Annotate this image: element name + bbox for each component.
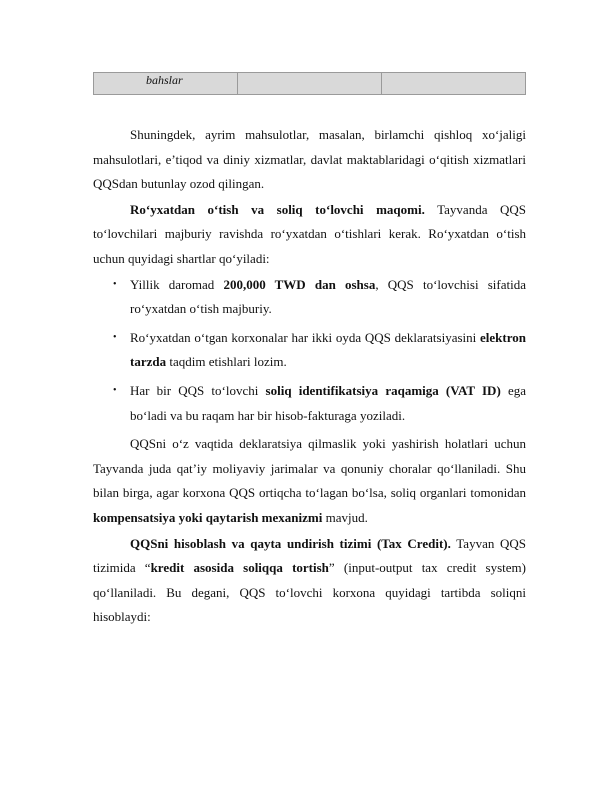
- table-fragment-row: [93, 72, 526, 95]
- paragraph-text: Tayvan QQS tizimida “: [93, 535, 526, 576]
- list-item-emphasis: soliq identifikatsiya raqamiga (VAT ID): [265, 382, 501, 398]
- list-item-text: taqdim etishlari lozim.: [166, 354, 287, 370]
- list-item-emphasis: 200,000 TWD dan oshsa: [223, 276, 376, 292]
- paragraph-registration: [93, 198, 526, 272]
- list-item-text: , QQS to‘lovchisi sifatida ro‘yxatdan o‘tish majburiy.: [130, 276, 526, 317]
- paragraph-penalties: [93, 432, 526, 530]
- bullet-icon: •: [113, 384, 117, 396]
- paragraph-text: QQSni o‘z vaqtida deklaratsiya qilmaslik yoki yashirish holatlari uchun Tayvanda juda qat’iy moliyaviy jarimalar va qonuniy choralar qo‘llaniladi. Shu bilan birga, agar korxona QQS ortiqcha to‘lagan bo‘lsa, soliq organlari tomonidan: [93, 436, 526, 501]
- table-cell: bahslar: [93, 73, 237, 94]
- list-item: [93, 326, 526, 375]
- section-heading: QQSni hisoblash va qayta undirish tizimi (Tax Credit).: [130, 535, 451, 551]
- list-item: [93, 273, 526, 322]
- list-item-text: Har bir QQS to‘lovchi: [130, 382, 266, 398]
- bullet-icon: •: [113, 278, 117, 290]
- paragraph-tax-credit: [93, 532, 526, 630]
- list-item-emphasis: elektron tarzda: [130, 329, 526, 370]
- document-body: [93, 123, 526, 630]
- paragraph-emphasis: kredit asosida soliqqa tortish: [150, 560, 329, 576]
- section-heading: Ro‘yxatdan o‘tish va soliq to‘lovchi maqomi.: [130, 201, 425, 217]
- list-item-text: Yillik daromad: [130, 276, 224, 292]
- paragraph-emphasis: kompensatsiya yoki qaytarish mexanizmi: [93, 509, 323, 525]
- requirements-list: [93, 273, 526, 429]
- bullet-icon: •: [113, 331, 117, 343]
- list-item: [93, 379, 526, 428]
- table-cell: [237, 73, 381, 94]
- list-item-text: Ro‘yxatdan o‘tgan korxonalar har ikki oyda QQS deklaratsiyasini: [130, 329, 481, 345]
- table-cell: [381, 73, 526, 94]
- paragraph-text: mavjud.: [322, 509, 368, 525]
- list-item-text: ega bo‘ladi va bu raqam har bir hisob-fakturaga yoziladi.: [130, 382, 526, 423]
- paragraph-text: ” (input-output tax credit system) qo‘llaniladi. Bu degani, QQS to‘lovchi korxona quyidagi tartibda soliqni hisoblaydi:: [93, 560, 527, 625]
- paragraph-exemptions: [93, 123, 526, 197]
- paragraph-text: Shuningdek, ayrim mahsulotlar, masalan, birlamchi qishloq xo‘jaligi mahsulotlari, e’tiqod va diniy xizmatlar, davlat maktablaridagi o‘qitish xizmatlari QQSdan butunlay ozod qilingan.: [93, 127, 526, 192]
- paragraph-text: Tayvanda QQS to‘lovchilari majburiy ravishda ro‘yxatdan o‘tishlari kerak. Ro‘yxatdan o‘tish uchun quyidagi shartlar qo‘yiladi:: [93, 201, 526, 266]
